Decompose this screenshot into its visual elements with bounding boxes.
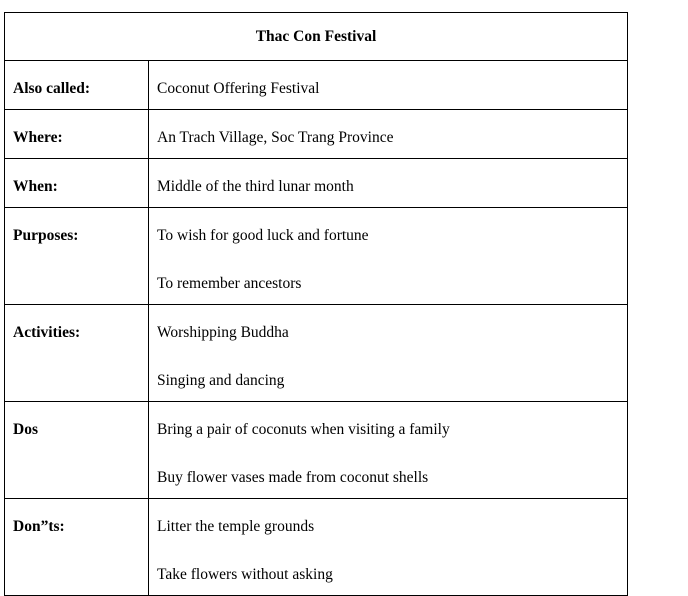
row-label: Also called: (13, 80, 91, 97)
row-label: Activities: (13, 324, 81, 341)
festival-table (4, 12, 628, 596)
row-value-cell (149, 61, 628, 110)
table-row-donts (5, 499, 628, 596)
row-label: When: (13, 178, 58, 195)
row-label-cell (5, 159, 149, 208)
row-value-cell (149, 305, 628, 402)
table-title: Thac Con Festival (5, 13, 628, 61)
row-label: Don”ts: (13, 518, 65, 535)
row-label-cell (5, 402, 149, 499)
row-value: To remember ancestors (157, 275, 302, 292)
table-row-also-called (5, 61, 628, 110)
row-value: An Trach Village, Soc Trang Province (157, 129, 394, 146)
row-value: Middle of the third lunar month (157, 178, 354, 195)
row-label: Where: (13, 129, 63, 146)
table-row-where (5, 110, 628, 159)
row-label: Purposes: (13, 227, 79, 244)
row-value: To wish for good luck and fortune (157, 227, 369, 244)
row-value: Coconut Offering Festival (157, 80, 320, 97)
row-value-cell (149, 402, 628, 499)
row-value-cell (149, 110, 628, 159)
row-label-cell (5, 499, 149, 596)
row-value: Bring a pair of coconuts when visiting a family (157, 421, 450, 438)
row-label-cell (5, 208, 149, 305)
row-value: Take flowers without asking (157, 566, 333, 583)
row-label-cell (5, 110, 149, 159)
table-title-row (5, 13, 628, 61)
row-value: Buy flower vases made from coconut shells (157, 469, 429, 486)
row-value-cell (149, 499, 628, 596)
row-value: Singing and dancing (157, 372, 285, 389)
row-label-cell (5, 61, 149, 110)
row-value-cell (149, 208, 628, 305)
row-value: Worshipping Buddha (157, 324, 289, 341)
row-value: Litter the temple grounds (157, 518, 315, 535)
row-value-cell (149, 159, 628, 208)
row-label: Dos (13, 421, 38, 438)
row-label-cell (5, 305, 149, 402)
table-row-dos (5, 402, 628, 499)
table-row-activities (5, 305, 628, 402)
table-row-when (5, 159, 628, 208)
table-row-purposes (5, 208, 628, 305)
